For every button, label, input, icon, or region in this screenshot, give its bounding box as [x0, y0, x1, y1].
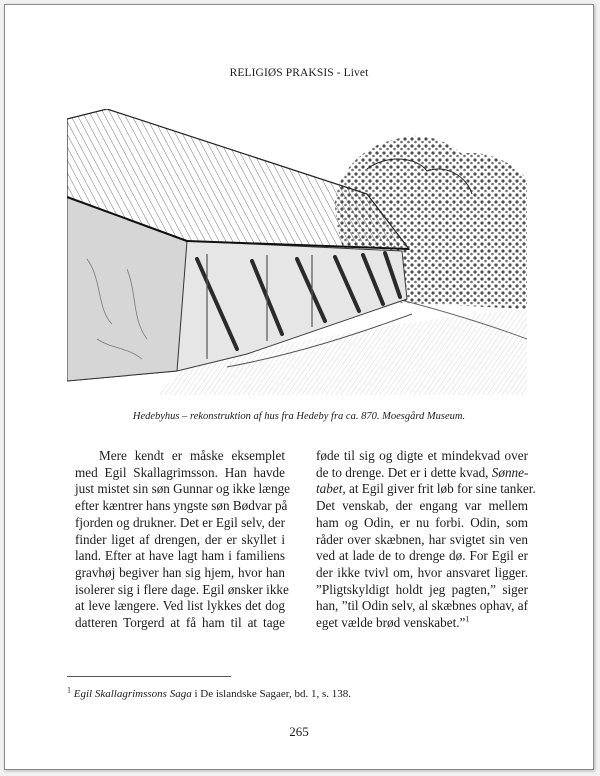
text-line: føde til sig og digte et mindekvad over [316, 448, 528, 463]
running-head: RELIGIØS PRAKSIS - Livet [229, 67, 369, 79]
text-line: ”Pligtskyldigt holdt jeg pagten,” siger [316, 581, 528, 597]
footnote [67, 685, 352, 700]
text-column-right [316, 448, 536, 632]
text-line: just mistet sin søn Gunnar og ikke længe [75, 481, 291, 497]
text-line: fjorden og drukner. Det er Egil selv, der [75, 514, 285, 530]
text-line: Mere kendt er måske eksemplet [99, 448, 285, 463]
footnote-reference[interactable]: 1 [465, 614, 470, 624]
text-segment: de to drenge. Det er i dette kvad, [316, 464, 489, 480]
book-page [4, 4, 594, 770]
footnote-source-title: Egil Skallagrimssons Saga [73, 688, 192, 700]
text-column-left [75, 448, 291, 632]
page-number: 265 [289, 724, 309, 739]
text-line: datteren Torgerd at få ham til at tage [75, 615, 285, 631]
poem-title: Sønne- [491, 464, 529, 480]
text-line: ved at lade de to drenge dø. For Egil er [316, 548, 528, 564]
text-line [316, 465, 528, 482]
text-line: isolerer sig i flere dage. Egil ønsker ikke [75, 581, 289, 597]
footnote-source-detail: i De islandske Sagaer, bd. 1, s. 138. [194, 688, 352, 700]
text-segment: eget vælde brød venskabet.” [316, 615, 466, 631]
text-line: med Egil Skallagrimsson. Han havde [75, 464, 285, 480]
figure-caption: Hedebyhus – rekonstruktion af hus fra Hedeby fra ca. 870. Moesgård Museum. [132, 411, 466, 422]
text-line: der ikke tvivl om, hvor ansvaret ligger. [316, 564, 528, 580]
poem-title-cont: tabet, [316, 481, 346, 497]
text-line [316, 481, 536, 498]
text-line: land. Efter at have lagt ham i familiens [75, 548, 285, 564]
text-line [316, 615, 528, 632]
footnote-divider [67, 676, 231, 677]
footnote-marker: 1 [67, 685, 71, 695]
text-line: finder liget af drengen, der er skyllet i [75, 531, 285, 547]
text-line: at leve længere. Ved list lykkes det dog [75, 598, 285, 614]
text-line: efter kæntrer hans yngste søn Bødvar på [75, 498, 288, 514]
longhouse-illustration [67, 109, 527, 395]
paragraph [75, 448, 291, 632]
text-segment: at Egil giver frit løb for sine tanker. [348, 481, 536, 497]
text-line: ham og Odin, er nu forbi. Odin, som [316, 514, 528, 530]
text-line: råder over skæbnen, har svigtet sin ven [316, 531, 528, 547]
text-line: han, ”til Odin selv, al skæbnes ophav, af [316, 598, 528, 614]
text-line: gravhøj begiver han sig hjem, hvor han [75, 564, 285, 580]
longhouse-drawing [67, 109, 527, 395]
text-line: Det venskab, der engang var mellem [316, 498, 528, 514]
